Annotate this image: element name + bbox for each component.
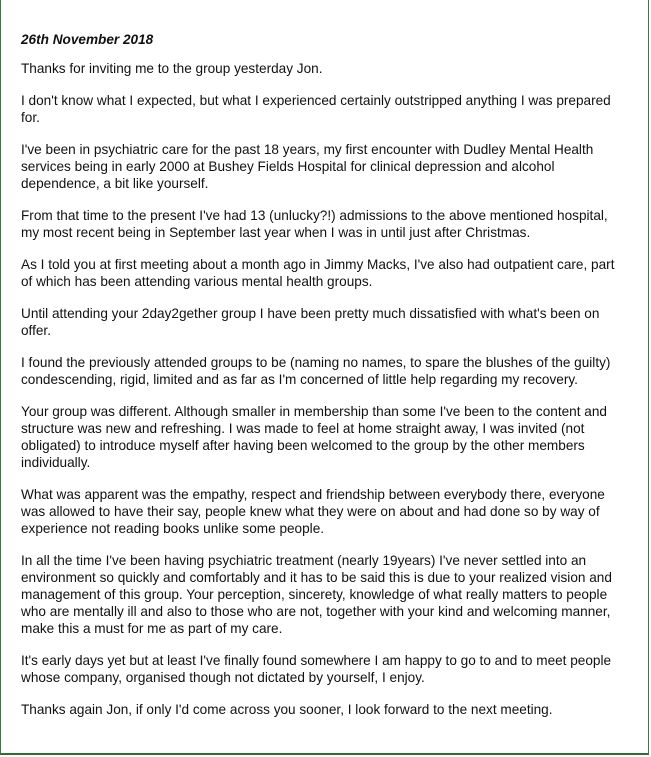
- paragraph-early-days: It's early days yet but at least I've finally found somewhere I am happy to go to and to meet people whose company, organised though not dictated by yourself, I enjoy.: [21, 653, 612, 685]
- paragraph-history: I've been in psychiatric care for the past 18 years, my first encounter with Dudley Mental Health services being in early 2000 at Bushey Fields Hospital for clinical depression and alcohol dependence, a bit like yourself.: [21, 142, 594, 191]
- paragraph-empathy: What was apparent was the empathy, respect and friendship between everybody there, everyone was allowed to have their say, people knew what they were on about and had done so by way of experience not reading books unlike some people.: [21, 487, 605, 536]
- paragraph-group-different: Your group was different. Although smaller in membership than some I've been to the content and structure was new and refreshing. I was made to feel at home straight away, I was invited (not obligated) to introduce myself after having been welcomed to the group by the other members individually.: [21, 404, 607, 470]
- paragraph-closing: Thanks again Jon, if only I'd come across you sooner, I look forward to the next meeting.: [21, 702, 553, 717]
- paragraph-thanks: Thanks for inviting me to the group yesterday Jon.: [21, 61, 323, 76]
- paragraph-treatment: In all the time I've been having psychiatric treatment (nearly 19years) I've never settled into an environment so quickly and comfortably and it has to be said this is due to your realized vision and management of this group. Your perception, sincerety, knowledge of what really matters to people who are mentally ill and also to those who are not, together with your kind and welcoming manner, make this a must for me as part of my care.: [21, 553, 612, 636]
- paragraph-admissions: From that time to the present I've had 13 (unlucky?!) admissions to the above mentioned hospital, my most recent being in September last year when I was in until just after Christmas.: [21, 208, 608, 240]
- paragraph-previous-groups: I found the previously attended groups to be (naming no names, to spare the blushes of the guilty) condescending, rigid, limited and as far as I'm concerned of little help regarding my recovery.: [21, 355, 611, 387]
- paragraph-dissatisfied: Until attending your 2day2gether group I have been pretty much dissatisfied with what's been on offer.: [21, 306, 600, 338]
- letter-date: 26th November 2018: [21, 32, 154, 47]
- paragraph-outpatient: As I told you at first meeting about a month ago in Jimmy Macks, I've also had outpatient care, part of which has been attending various mental health groups.: [21, 257, 615, 289]
- paragraph-expectations: I don't know what I expected, but what I experienced certainly outstripped anything I was prepared for.: [21, 93, 611, 125]
